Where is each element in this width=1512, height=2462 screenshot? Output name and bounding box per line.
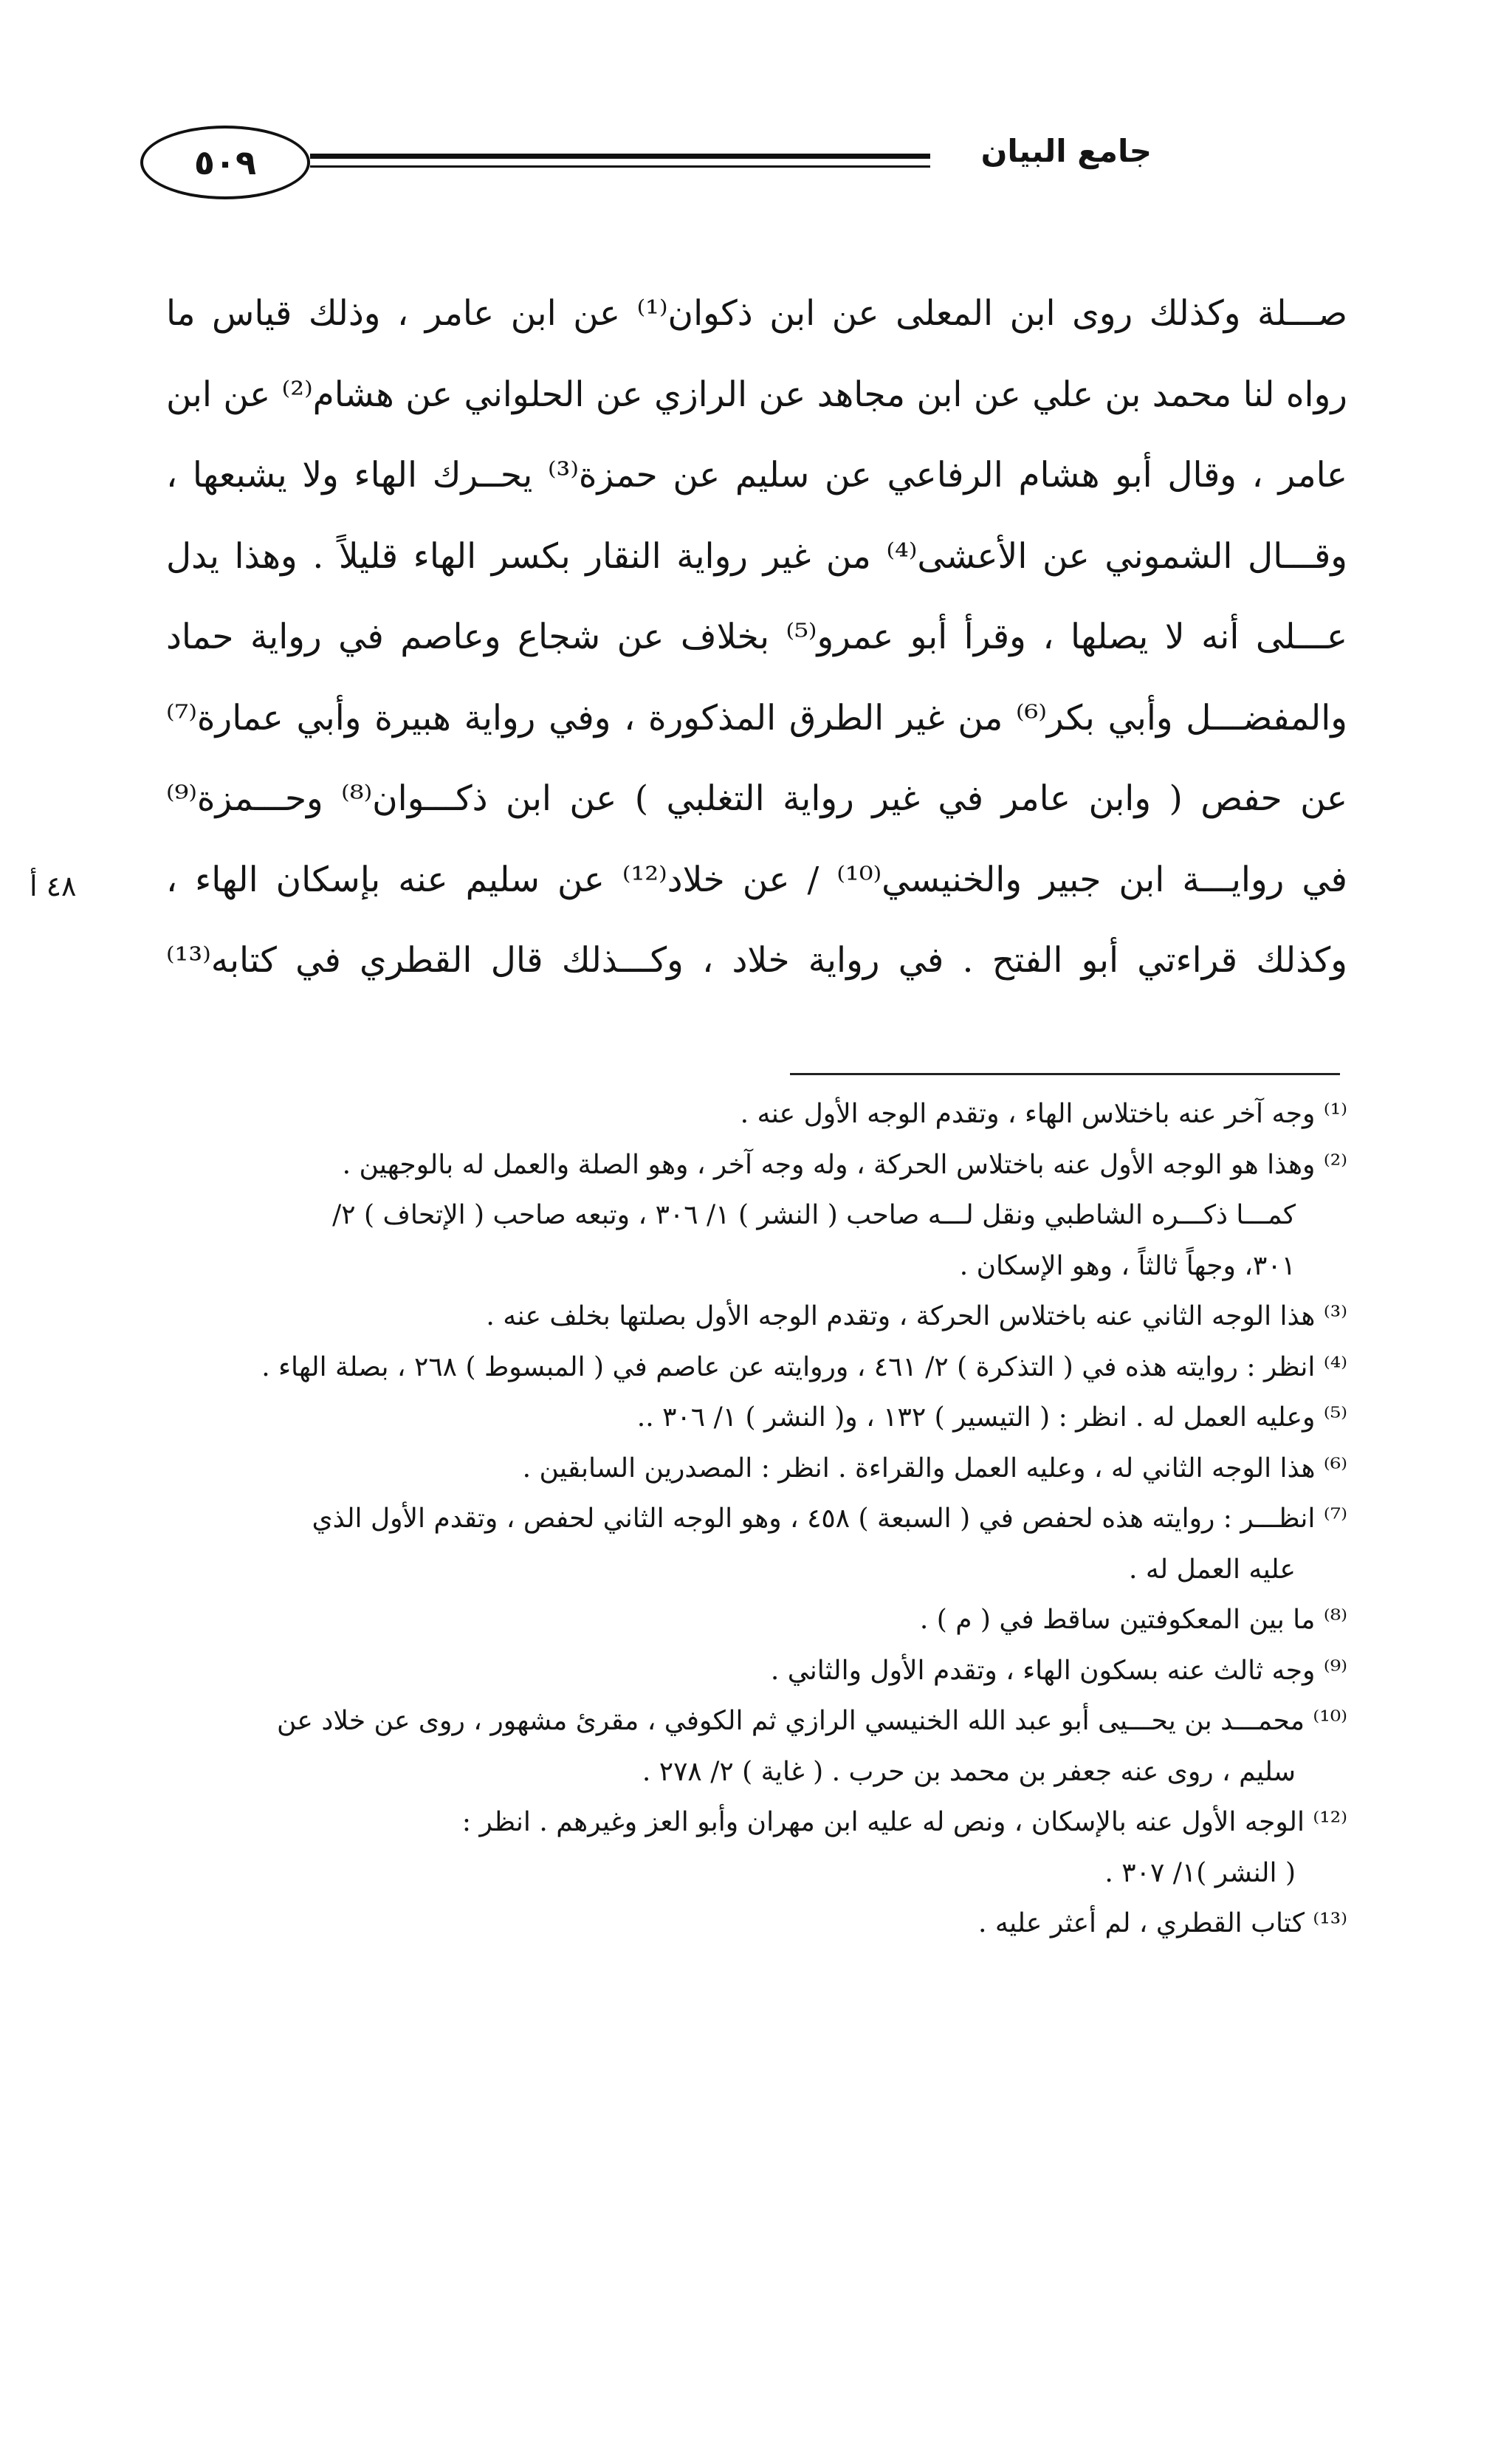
footnote-continuation: عليه العمل له . xyxy=(1128,1554,1296,1585)
footnote: ⁽¹³⁾ كتاب القطري ، لم أعثر عليه . xyxy=(977,1908,1347,1938)
footnote-separator xyxy=(790,1073,1340,1075)
body-line: عـــلى أنه لا يصلها ، وقرأ أبو عمرو⁽⁵⁾ بخلاف عن شجاع وعاصم في رواية حماد xyxy=(166,617,1347,657)
footnote: ⁽⁹⁾ وجه ثالث عنه بسكون الهاء ، وتقدم الأول والثاني . xyxy=(770,1655,1347,1686)
footnote: ⁽⁷⁾ انظـــر : روايته هذه لحفص في ( السبعة ) ٤٥٨ ، وهو الوجه الثاني لحفص ، وتقدم الأول الذي xyxy=(312,1503,1347,1534)
running-title: جامع البيان xyxy=(980,133,1152,169)
footnotes-section xyxy=(166,1089,1347,1950)
footnote: ⁽⁵⁾ وعليه العمل له . انظر : ( التيسير ) ١٣٢ ، و( النشر ) ١/ ٣٠٦ .. xyxy=(636,1402,1347,1433)
body-line: عامر ، وقال أبو هشام الرفاعي عن سليم عن حمزة⁽³⁾ يحــرك الهاء ولا يشبعها ، xyxy=(166,455,1347,496)
footnote: ⁽⁴⁾ انظر : روايته هذه في ( التذكرة ) ٢/ ٤٦١ ، وروايته عن عاصم في ( المبسوط ) ٢٦٨ ، بصلة الهاء . xyxy=(261,1351,1347,1382)
body-line: صـــلة وكذلك روى ابن المعلى عن ابن ذكوان⁽¹⁾ عن ابن عامر ، وذلك قياس ما xyxy=(166,293,1347,334)
footnote: ⁽¹⁰⁾ محمـــد بن يحـــيى أبو عبد الله الخنيسي الرازي ثم الكوفي ، مقرئ مشهور ، روى عن خلاد عن xyxy=(277,1706,1347,1736)
footnote: ⁽⁸⁾ ما بين المعكوفتين ساقط في ( م ) . xyxy=(919,1605,1347,1635)
main-body-text xyxy=(166,273,1347,1001)
footnote: ⁽²⁾ وهذا هو الوجه الأول عنه باختلاس الحركة ، وله وجه آخر ، وهو الصلة والعمل له بالوجهين . xyxy=(342,1149,1347,1180)
footnote: ⁽³⁾ هذا الوجه الثاني عنه باختلاس الحركة ، وتقدم الوجه الأول بصلتها بخلف عنه . xyxy=(486,1301,1347,1331)
body-line: في روايـــة ابن جبير والخنيسي⁽¹⁰⁾ / عن خلاد⁽¹²⁾ عن سليم عنه بإسكان الهاء ، xyxy=(166,859,1347,900)
body-line: رواه لنا محمد بن علي عن ابن مجاهد عن الرازي عن الحلواني عن هشام⁽²⁾ عن ابن xyxy=(166,374,1347,415)
footnote: ⁽¹⁾ وجه آخر عنه باختلاس الهاء ، وتقدم الوجه الأول عنه . xyxy=(740,1099,1347,1129)
footnote: ⁽¹²⁾ الوجه الأول عنه بالإسكان ، ونص له عليه ابن مهران وأبو العز وغيرهم . انظر : xyxy=(461,1807,1347,1837)
footnote-continuation: سليم ، روى عنه جعفر بن محمد بن حرب . ( غاية ) ٢/ ٢٧٨ . xyxy=(642,1756,1296,1787)
body-line: عن حفص ( وابن عامر في غير رواية التغلبي ) عن ابن ذكـــوان⁽⁸⁾ وحـــمزة⁽⁹⁾ xyxy=(166,778,1347,819)
header-rule-thin xyxy=(310,165,930,168)
page-number: ٥٠٩ xyxy=(140,126,310,199)
footnote-continuation: كمـــا ذكـــره الشاطبي ونقل لـــه صاحب ( النشر ) ١/ ٣٠٦ ، وتبعه صاحب ( الإتحاف ) ٢/ xyxy=(332,1200,1296,1230)
footnote-continuation: ( النشر )١/ ٣٠٧ . xyxy=(1104,1857,1296,1888)
header-rule-thick xyxy=(310,154,930,159)
footnote: ⁽⁶⁾ هذا الوجه الثاني له ، وعليه العمل والقراءة . انظر : المصدرين السابقين . xyxy=(522,1453,1347,1484)
page-header xyxy=(140,126,1152,207)
body-line: وكذلك قراءتي أبو الفتح . في رواية خلاد ، وكـــذلك قال القطري في كتابه⁽¹³⁾ xyxy=(166,940,1347,981)
body-line: والمفضـــل وأبي بكر⁽⁶⁾ من غير الطرق المذكورة ، وفي رواية هبيرة وأبي عمارة⁽⁷⁾ xyxy=(166,697,1347,738)
footnote-continuation: ٣٠١، وجهاً ثالثاً ، وهو الإسكان . xyxy=(959,1250,1296,1281)
margin-folio-note: ٤٨ أ xyxy=(30,870,77,902)
body-line: وقـــال الشموني عن الأعشى⁽⁴⁾ من غير رواية النقار بكسر الهاء قليلاً . وهذا يدل xyxy=(166,535,1347,577)
